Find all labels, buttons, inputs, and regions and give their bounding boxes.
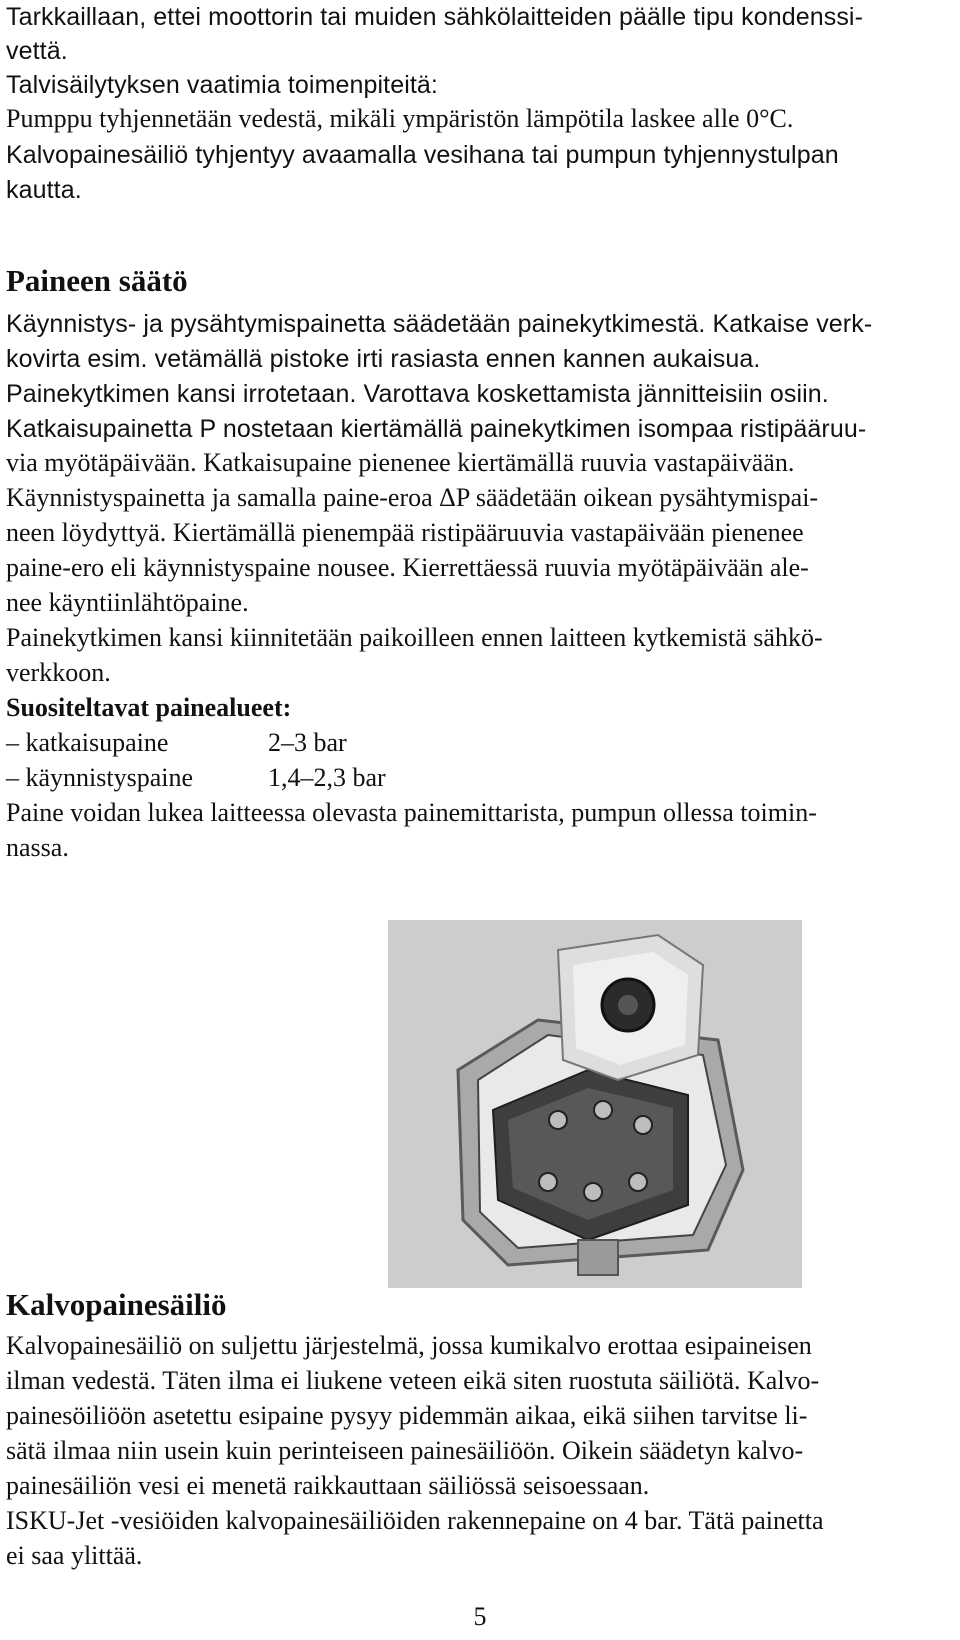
- tank-line: ISKU-Jet -vesiöiden kalvopainesäiliöiden rakennepaine on 4 bar. Tätä painetta: [6, 1506, 824, 1535]
- range-label: – katkaisupaine: [6, 728, 169, 757]
- tank-line: Kalvopainesäiliö on suljettu järjestelmä, jossa kumikalvo erottaa esipaineisen: [6, 1331, 812, 1360]
- pressure-line: Katkaisupainetta P nostetaan kiertämällä painekytkimen isompaa ristipääruu-: [6, 415, 867, 443]
- pressure-line: paine-ero eli käynnistyspaine nousee. Kierrettäessä ruuvia myötäpäivään ale-: [6, 553, 809, 582]
- pressure-line: verkkoon.: [6, 658, 111, 687]
- tank-line: painesäiliön vesi ei menetä raikkauttaan säiliössä seisoessaan.: [6, 1471, 650, 1500]
- range-value: 2–3 bar: [268, 728, 347, 757]
- range-row: [6, 761, 956, 795]
- intro-line: vettä.: [6, 37, 68, 65]
- page-number: 5: [473, 1602, 487, 1631]
- pressure-line: Painekytkimen kansi kiinnitetään paikoilleen ennen laitteen kytkemistä sähkö-: [6, 623, 823, 652]
- range-row: [6, 726, 956, 760]
- tank-line: sätä ilmaa niin usein kuin perinteiseen painesäiliöön. Oikein säädetyn kalvo-: [6, 1436, 804, 1465]
- pressure-line: kovirta esim. vetämällä pistoke irti rasiasta ennen kannen aukaisua.: [6, 345, 761, 373]
- intro-line: Pumppu tyhjennetään vedestä, mikäli ympäristön lämpötila laskee alle 0°C.: [6, 104, 794, 133]
- tank-line: painesöiliöön asetettu esipaine pysyy pidemmän aikaa, eikä siihen tarvitse li-: [6, 1401, 808, 1430]
- pressure-line: Käynnistys- ja pysähtymispainetta säädetään painekytkimestä. Katkaise verk-: [6, 310, 873, 338]
- pressure-line: Painekytkimen kansi irrotetaan. Varottava koskettamista jännitteisiin osiin.: [6, 380, 829, 408]
- tank-section-title: Kalvopainesäiliö: [6, 1287, 227, 1322]
- pressure-line: nee käyntiinlähtöpaine.: [6, 588, 249, 617]
- pressure-line: neen löydyttyä. Kiertämällä pienempää ristipääruuvia vastapäivään pienenee: [6, 518, 804, 547]
- pressure-switch-photo: [388, 920, 802, 1288]
- intro-line: Talvisäilytyksen vaatimia toimenpiteitä:: [6, 71, 438, 99]
- range-label: – käynnistyspaine: [6, 763, 194, 792]
- closing-line: nassa.: [6, 833, 69, 862]
- closing-line: Paine voidan lukea laitteessa olevasta painemittarista, pumpun ollessa toimin-: [6, 798, 817, 827]
- intro-line: Kalvopainesäiliö tyhjentyy avaamalla vesihana tai pumpun tyhjennystulpan: [6, 141, 839, 169]
- intro-line: kautta.: [6, 176, 82, 204]
- range-value: 1,4–2,3 bar: [268, 763, 386, 792]
- pressure-line: Käynnistyspainetta ja samalla paine-eroa ΔP säädetään oikean pysähtymispai-: [6, 483, 819, 512]
- pressure-section-title: Paineen säätö: [6, 263, 188, 298]
- recommended-ranges-title: Suositeltavat painealueet:: [6, 693, 292, 722]
- tank-line: ilman vedestä. Täten ilma ei liukene veteen eikä siten ruostuta säiliötä. Kalvo-: [6, 1366, 820, 1395]
- intro-line: Tarkkaillaan, ettei moottorin tai muiden sähkölaitteiden päälle tipu kondenssi-: [6, 3, 863, 31]
- tank-line: ei saa ylittää.: [6, 1541, 143, 1570]
- pressure-line: via myötäpäivään. Katkaisupaine pienenee kiertämällä ruuvia vastapäivään.: [6, 448, 795, 477]
